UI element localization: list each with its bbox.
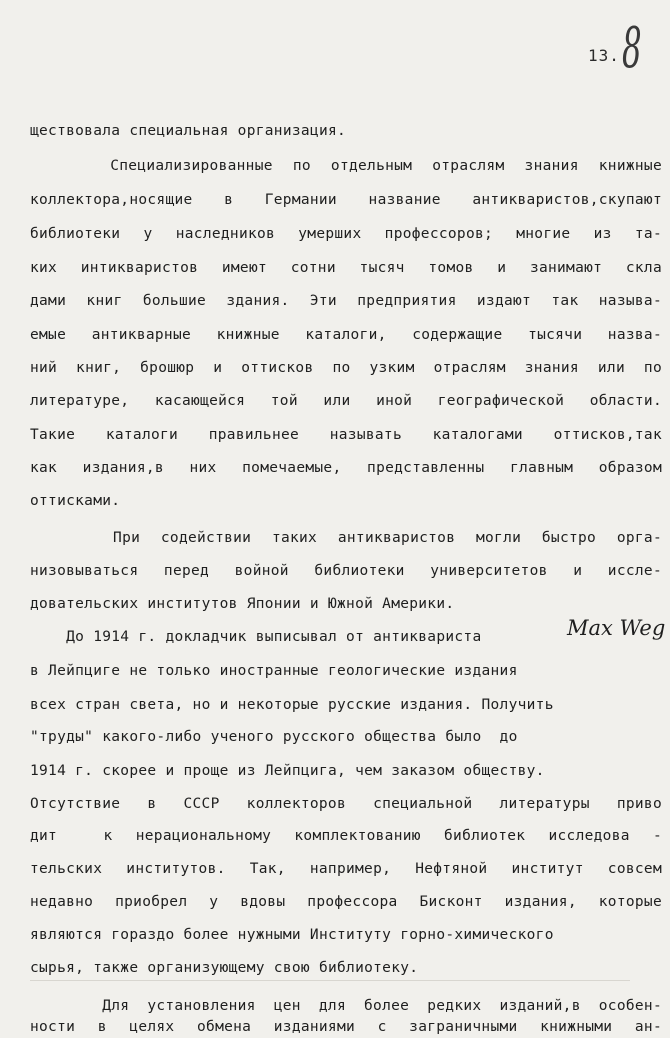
text-line: При содействии таких антикваристов могли быстро орга- [30, 530, 662, 546]
text-line: библиотеки у наследников умерших профессоров; многие из та- [30, 226, 662, 242]
text-line: дами книг большие здания. Эти предприятия издают так называ- [30, 293, 662, 309]
page-number: 13. [588, 46, 620, 65]
text-line: довательских институтов Японии и Южной Америки. [30, 596, 455, 612]
text-line: являются гораздо более нужными Институту горно-химического [30, 927, 554, 943]
scan-mark [30, 980, 630, 981]
text-line: дит к нерациональному комплектованию библиотек исследова - [30, 828, 662, 844]
text-line: Специализированные по отдельным отраслям знания книжные [30, 158, 662, 174]
text-line: литературе, касающейся той или иной географической области. [30, 393, 662, 409]
text-line: "труды" какого-либо ученого русского общества было до [30, 729, 518, 745]
text-line: 1914 г. скорее и проще из Лейпцига, чем заказом обществу. [30, 763, 545, 779]
text-line: низовываться перед войной библиотеки университетов и иссле- [30, 563, 662, 579]
text-line: в Лейпциге не только иностранные геологические издания [30, 663, 518, 679]
text-line: ний книг, брошюр и оттисков по узким отраслям знания или по [30, 360, 662, 376]
text-line: тельских институтов. Так, например, Нефтяной институт совсем [30, 861, 662, 877]
text-line: емые антикварные книжные каталоги, содержащие тысячи назва- [30, 327, 662, 343]
text-line: всех стран света, но и некоторые русские издания. Получить [30, 697, 554, 713]
text-line: недавно приобрел у вдовы профессора Бисконт издания, которые [30, 894, 662, 910]
text-line: оттисками. [30, 493, 121, 509]
text-line: Отсутствие в СССР коллекторов специальной литературы приво [30, 796, 662, 812]
text-line: коллектора,носящие в Германии название антикваристов,скупают [30, 192, 662, 208]
text-line: сырья, также организующему свою библиотеку. [30, 960, 419, 976]
text-line: ности в целях обмена изданиями с заграничными книжными ан- [30, 1019, 662, 1035]
handwritten-name: Max Weg [567, 616, 666, 640]
text-line: ществовала специальная организация. [30, 123, 347, 139]
text-line: ких интикваристов имеют сотни тысяч томов и занимают скла [30, 260, 662, 276]
handwritten-page-number: 8 [622, 16, 642, 81]
text-line: До 1914 г. докладчик выписывал от антиквариста [30, 629, 482, 645]
text-line: как издания,в них помечаемые, представленны главным образом [30, 460, 662, 476]
text-line: Для установления цен для более редких изданий,в особен- [30, 998, 662, 1014]
text-line: Такие каталоги правильнее называть каталогами оттисков,так [30, 427, 662, 443]
